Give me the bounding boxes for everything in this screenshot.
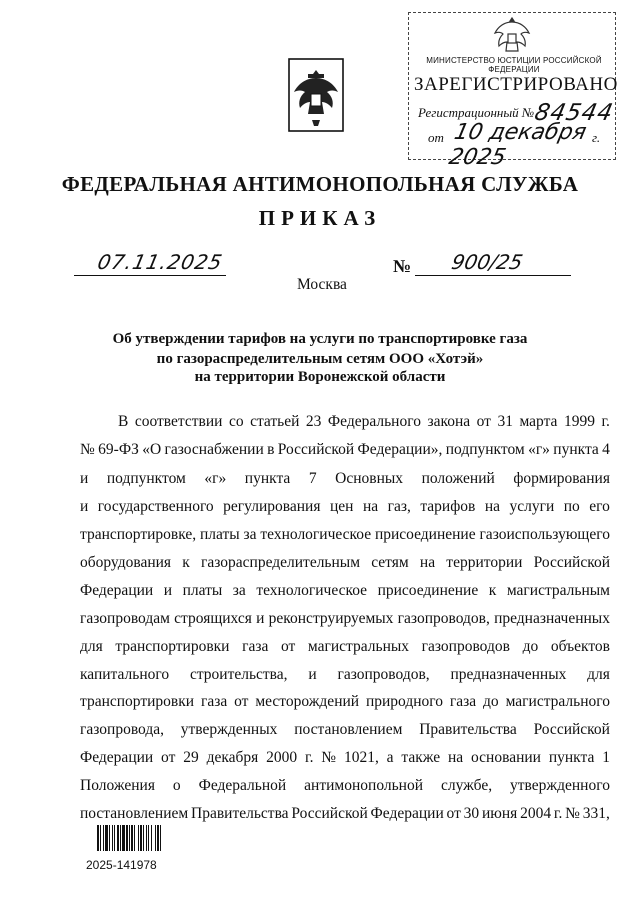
body-word: Федеральной [198,777,287,794]
body-word: на [362,498,379,515]
body-word: также [401,749,441,766]
body-word: для [587,666,610,683]
barcode-bar [146,825,147,851]
body-word: газоснабжении [164,441,264,458]
title-line: Об утверждении тарифов на услуги по транспортировке газа [112,331,528,347]
body-line [80,777,610,795]
body-word: от [446,805,461,822]
body-word: «О [142,441,162,458]
body-word: для [80,638,103,655]
body-word: строительства, [189,666,288,683]
title-line: на территории Воронежской области [194,369,446,385]
body-word: к [488,582,497,599]
body-word: платы [182,582,223,599]
body-word: технологическое [256,582,368,599]
body-word: тарифов [420,498,476,515]
stamp-emblem-icon [490,14,534,58]
body-word: от [234,693,249,710]
body-word: по [563,498,580,515]
body-word: предназначенных [494,610,610,627]
body-word: территории [446,554,523,571]
body-word: транспортировки [115,638,230,655]
body-line [80,749,610,767]
body-word: транспортировке, [80,526,197,543]
barcode-bar [112,825,113,851]
body-word: Положения [80,777,155,794]
body-word: 1021, [343,749,379,766]
body-word: от [476,413,491,430]
body-word: предназначенных [450,666,567,683]
body-word: постановлением [80,805,189,822]
body-word: Российской [533,554,610,571]
body-word: закона [427,413,471,430]
date-underline [74,275,226,276]
body-word: газа [449,693,477,710]
body-word: на [419,554,436,571]
body-word: о [172,777,181,794]
body-word: газопроводов [421,638,510,655]
body-word: статьей [250,413,300,430]
body-word: 1 [602,749,610,766]
stamp-ministry-text: МИНИСТЕРСТВО ЮСТИЦИИ РОССИЙСКОЙ ФЕДЕРАЦИИ [426,56,602,74]
barcode-bar [105,825,108,851]
barcode-bar [97,825,99,851]
body-line [80,526,610,544]
body-line [80,666,610,684]
body-word: в [267,441,275,458]
body-word: газораспределительным [201,554,361,571]
body-word: Российской [277,441,355,458]
body-word: присоединение [374,526,476,543]
body-word: 69-ФЗ [98,441,139,458]
body-line [80,610,610,628]
body-word: «г» [204,470,227,487]
body-word: регулирования [223,498,321,515]
body-word: 30 [463,805,480,822]
body-word: услуги [509,498,555,515]
body-word: положений [421,470,495,487]
barcode-bar [138,825,139,851]
body-word: пункта [244,470,291,487]
body-word: платы [200,526,240,543]
body-word: утвержденных [180,721,278,738]
body-word: от [280,638,296,655]
body-word: а [386,749,394,766]
body-word: объектов [550,638,610,655]
body-word: сетям [371,554,409,571]
body-line [118,413,610,431]
body-word: Федерации [80,582,154,599]
body-line [80,582,610,600]
body-word: от [161,749,176,766]
barcode-bar [151,825,152,851]
body-word: 29 [183,749,199,766]
body-word: Российской [291,805,368,822]
body-word: постановлением [294,721,403,738]
body-word: 2000 [266,749,298,766]
order-date: 07.11.2025 [95,250,226,274]
body-word: 1999 [563,413,595,430]
barcode-bar [143,825,144,851]
barcode-bar [157,825,159,851]
barcode-bar [134,825,135,851]
body-line [80,498,610,516]
body-word: г. [601,413,610,430]
body-word: и [80,498,89,515]
body-word: капитального [80,666,170,683]
body-word: марта [519,413,558,430]
body-word: 4 [602,441,610,458]
body-word: «г» [528,441,550,458]
body-word: оборудования [80,554,172,571]
body-word: В [118,413,129,430]
body-line [80,693,610,711]
body-word: магистральных [307,638,410,655]
body-word: № [565,805,580,822]
barcode-bar [109,825,110,851]
body-word: магистрального [505,693,610,710]
order-number: 900/25 [449,250,525,274]
barcode-bar [103,825,104,851]
body-word: 31 [497,413,513,430]
body-word: Российской [533,721,610,738]
body-word: транспортировки [80,693,195,710]
body-word: месторождений [255,693,360,710]
body-word: и [163,582,173,599]
barcode-bar [131,825,133,851]
body-word: присоединение [377,582,479,599]
body-word: г. [553,805,563,822]
stamp-date-label: от [428,130,444,145]
barcode-bar [117,825,119,851]
body-word: службе, [440,777,493,794]
body-word: подпунктом [445,441,525,458]
body-word: и [256,610,265,627]
coat-of-arms-emblem [286,56,346,134]
body-word: газоиспользующего [479,526,610,543]
body-word: газ, [387,498,411,515]
body-word: антимонопольной [304,777,424,794]
body-word: подпунктом [106,470,186,487]
order-number-label: № [393,256,412,276]
body-word: со [228,413,244,430]
body-word: за [243,526,257,543]
barcode-bar [148,825,149,851]
body-word: Правительства [191,805,289,822]
number-underline [415,275,571,276]
barcode-bar [140,825,142,851]
body-word: Федерации [370,805,444,822]
body-word: газопроводов, [337,666,430,683]
body-word: 23 [305,413,322,430]
body-word: г. [304,749,314,766]
body-line [80,638,610,656]
body-word: на [484,498,501,515]
body-line [80,805,610,823]
body-line [80,554,610,572]
body-word: государственного [97,498,214,515]
body-word: его [589,498,610,515]
document-type: ПРИКАЗ [258,206,382,230]
body-line [80,470,610,488]
body-word: до [483,693,499,710]
body-word: реконструируемых [268,610,394,627]
stamp-reg-number-label: Регистрационный № [418,105,535,120]
body-word: соответствии [134,413,223,430]
body-word: Правительства [419,721,517,738]
barcode-bar [122,825,125,851]
barcode-number: 2025-141978 [86,858,157,872]
body-word: природного [365,693,444,710]
body-word: до [522,638,539,655]
barcode-bar [160,825,161,851]
body-word: и [308,666,317,683]
barcode-bar [100,825,101,851]
barcode-bar [120,825,121,851]
body-word: газопроводам [80,610,170,627]
barcode-bar [129,825,130,851]
stamp-reg-number-value: 84544 [532,100,616,126]
body-word: 2004 [520,805,552,822]
stamp-date-value: 10 декабря 2025 [446,120,589,170]
stamp-date-suffix: г. [592,130,601,145]
barcode-bar [155,825,156,851]
body-line [80,721,610,739]
body-word: пункта [548,749,595,766]
body-word: Основных [335,470,404,487]
body-word: к [182,554,190,571]
body-word: Федерации», [357,441,443,458]
barcode-bar [114,825,115,851]
body-word: на [448,749,464,766]
body-word: газа [242,638,269,655]
body-word: № [321,749,337,766]
body-word: Федерального [327,413,421,430]
city: Москва [297,276,347,293]
body-word: цен [329,498,354,515]
body-word: технологическое [260,526,372,543]
body-word: 7 [308,470,317,487]
body-word: основании [471,749,541,766]
body-word: газопровода, [80,721,164,738]
body-word: магистральным [506,582,610,599]
body-word: за [232,582,246,599]
barcode-bar [126,825,128,851]
body-word: газопроводов, [397,610,490,627]
body-word: и [80,470,89,487]
title-line: по газораспределительным сетям ООО «Хотэй» [156,351,484,367]
body-word: строящихся [174,610,252,627]
body-word: утвержденного [510,777,610,794]
barcode [97,825,169,851]
body-word: декабря [206,749,259,766]
body-word: № [80,441,95,458]
agency-name: ФЕДЕРАЛЬНАЯ АНТИМОНОПОЛЬНАЯ СЛУЖБА [61,172,579,196]
stamp-registered-text: ЗАРЕГИСТРИРОВАНО [414,74,618,95]
body-word: Федерации [80,749,154,766]
body-word: 331, [582,805,610,822]
body-word: газа [200,693,228,710]
body-line [80,441,610,459]
body-word: пункта [553,441,599,458]
body-word: июня [481,805,518,822]
body-word: формирования [513,470,610,487]
